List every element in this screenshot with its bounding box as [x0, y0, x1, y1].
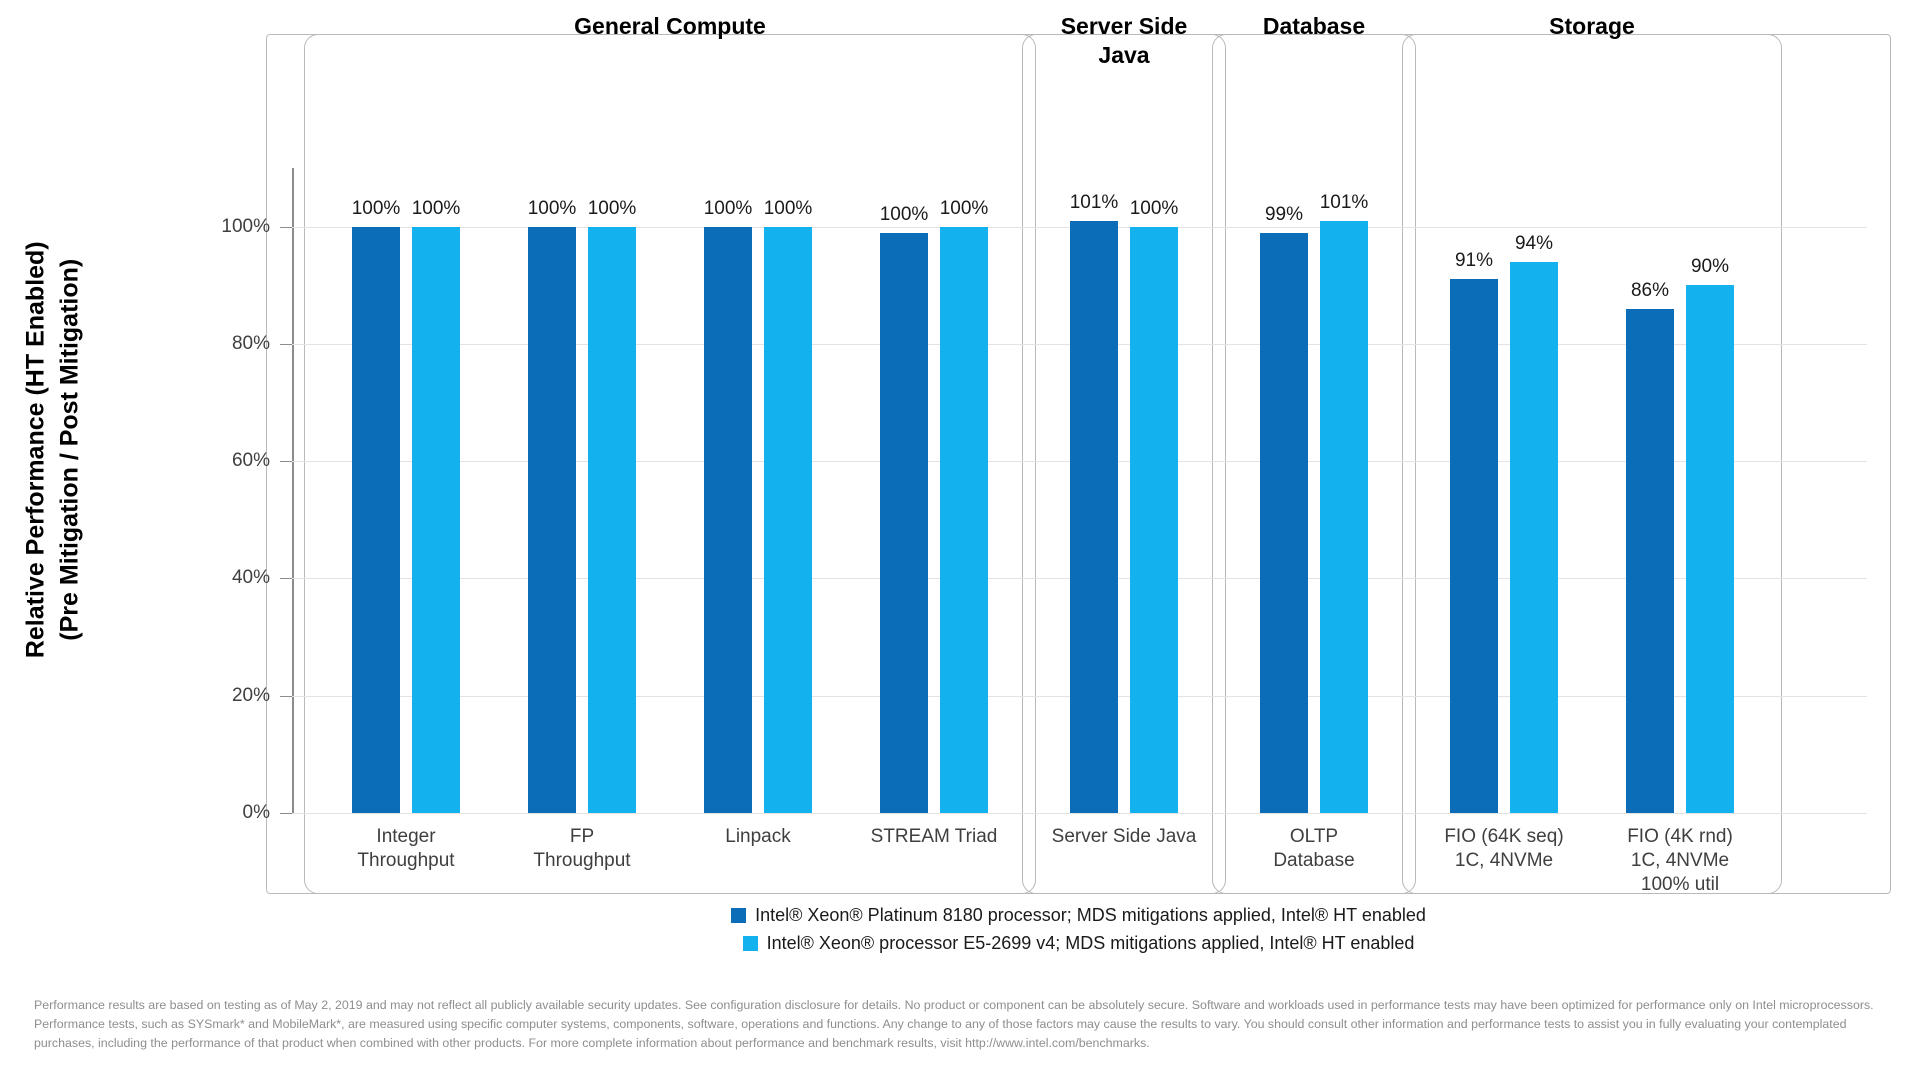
bar-value-label: 101% — [1319, 191, 1369, 213]
legend-label: Intel® Xeon® Platinum 8180 processor; MDS mitigations applied, Intel® HT enabled — [755, 905, 1426, 925]
category-label-line: Linpack — [725, 826, 791, 847]
bar-value-label: 100% — [939, 197, 989, 219]
bar-value-label: 100% — [351, 197, 401, 219]
y-tick-label: 60% — [231, 450, 270, 472]
category-label — [1026, 825, 1222, 849]
legend — [266, 905, 1891, 961]
category-label — [660, 825, 856, 849]
category-label-line: 100% util — [1640, 873, 1720, 895]
category-label-line: FIO (64K seq) — [1444, 826, 1564, 847]
bar — [412, 227, 460, 813]
category-label-line: STREAM Triad — [870, 826, 998, 847]
category-label — [308, 825, 504, 873]
bar — [764, 227, 812, 813]
y-tick — [280, 813, 292, 814]
legend-swatch — [743, 936, 758, 951]
axes — [221, 168, 1867, 895]
bar — [1510, 262, 1558, 813]
value-axis-line — [292, 168, 294, 813]
bar — [588, 227, 636, 813]
y-tick — [280, 227, 292, 228]
bar-value-label: 91% — [1454, 250, 1494, 272]
legend-item — [266, 905, 1891, 926]
bar-value-label: 94% — [1514, 232, 1554, 254]
bar — [352, 227, 400, 813]
bar — [1260, 233, 1308, 814]
group-title-line: Server Side — [1060, 13, 1188, 39]
plot-area — [221, 34, 1891, 895]
bar-value-label: 100% — [1129, 197, 1179, 219]
bar — [1450, 279, 1498, 813]
y-tick — [280, 578, 292, 579]
bar — [704, 227, 752, 813]
bar — [880, 233, 928, 814]
bar — [1686, 285, 1734, 813]
y-tick-label: 0% — [242, 802, 270, 823]
bar-value-label: 100% — [411, 197, 461, 219]
y-tick — [280, 344, 292, 345]
group-title-line: Database — [1262, 13, 1366, 39]
category-label-line: 1C, 4NVMe — [1630, 849, 1730, 871]
category-label-line: Database — [1273, 849, 1355, 871]
y-axis-title-line1: Relative Performance (HT Enabled) — [21, 241, 50, 659]
y-axis-title — [18, 120, 88, 780]
category-label-line: Throughput — [357, 849, 455, 871]
bar-value-label: 101% — [1069, 191, 1119, 213]
y-tick-label: 100% — [221, 215, 270, 237]
y-axis-title-line2: (Pre Mitigation / Post Mitigation) — [55, 259, 84, 641]
category-label — [1582, 825, 1778, 896]
bar — [1070, 221, 1118, 813]
category-label — [1216, 825, 1412, 873]
bar-value-label: 100% — [587, 197, 637, 219]
group-title-line: General Compute — [574, 13, 766, 39]
legend-item — [266, 933, 1891, 954]
bar — [940, 227, 988, 813]
legend-label: Intel® Xeon® processor E5-2699 v4; MDS mitigations applied, Intel® HT enabled — [766, 933, 1415, 953]
y-tick-label: 80% — [231, 332, 270, 354]
category-label-line: 1C, 4NVMe — [1454, 849, 1554, 871]
legend-swatch — [731, 908, 746, 923]
bar-value-label: 100% — [763, 197, 813, 219]
bar — [1320, 221, 1368, 813]
category-label-line: FIO (4K rnd) — [1627, 826, 1733, 847]
bar-value-label: 86% — [1630, 279, 1670, 301]
group-title-line: Storage — [1549, 13, 1635, 39]
y-tick-label: 40% — [231, 567, 270, 589]
bar-value-label: 99% — [1264, 203, 1304, 225]
category-label-line: Server Side Java — [1051, 826, 1197, 847]
group-title-line: Java — [1098, 41, 1150, 68]
category-label — [484, 825, 680, 873]
bar-value-label: 100% — [703, 197, 753, 219]
category-label — [836, 825, 1032, 849]
bar-value-label: 90% — [1690, 256, 1730, 278]
category-label-line: Integer — [376, 826, 436, 847]
category-label-line: OLTP — [1289, 826, 1339, 847]
bar — [1130, 227, 1178, 813]
category-label — [1406, 825, 1602, 873]
bar-value-label: 100% — [879, 203, 929, 225]
category-label-line: Throughput — [533, 849, 631, 871]
category-label-line: FP — [569, 826, 595, 847]
bar — [528, 227, 576, 813]
footnote: Performance results are based on testing as of May 2, 2019 and may not reflect all publicly available security updates. See configuration disclosure for details. No product or component can be absolutely secure. Software and workloads used in performance tests may have been optimized for performance only on Intel microprocessors. Performance tests, such as SYSmark* and MobileMark*, are measured using specific computer systems, components, software, operations and functions. Any change to any of those factors may cause the results to vary. You should consult other information and performance tests to assist you in fully evaluating your contemplated purchases, including the performance of that product when combined with other products. For more complete information about performance and benchmark results, visit http://www.intel.com/benchmarks. — [34, 998, 1874, 1051]
y-tick — [280, 696, 292, 697]
y-tick — [280, 461, 292, 462]
bar-value-label: 100% — [527, 197, 577, 219]
gridline — [292, 813, 1867, 814]
bar — [1626, 309, 1674, 813]
y-tick-label: 20% — [231, 684, 270, 706]
